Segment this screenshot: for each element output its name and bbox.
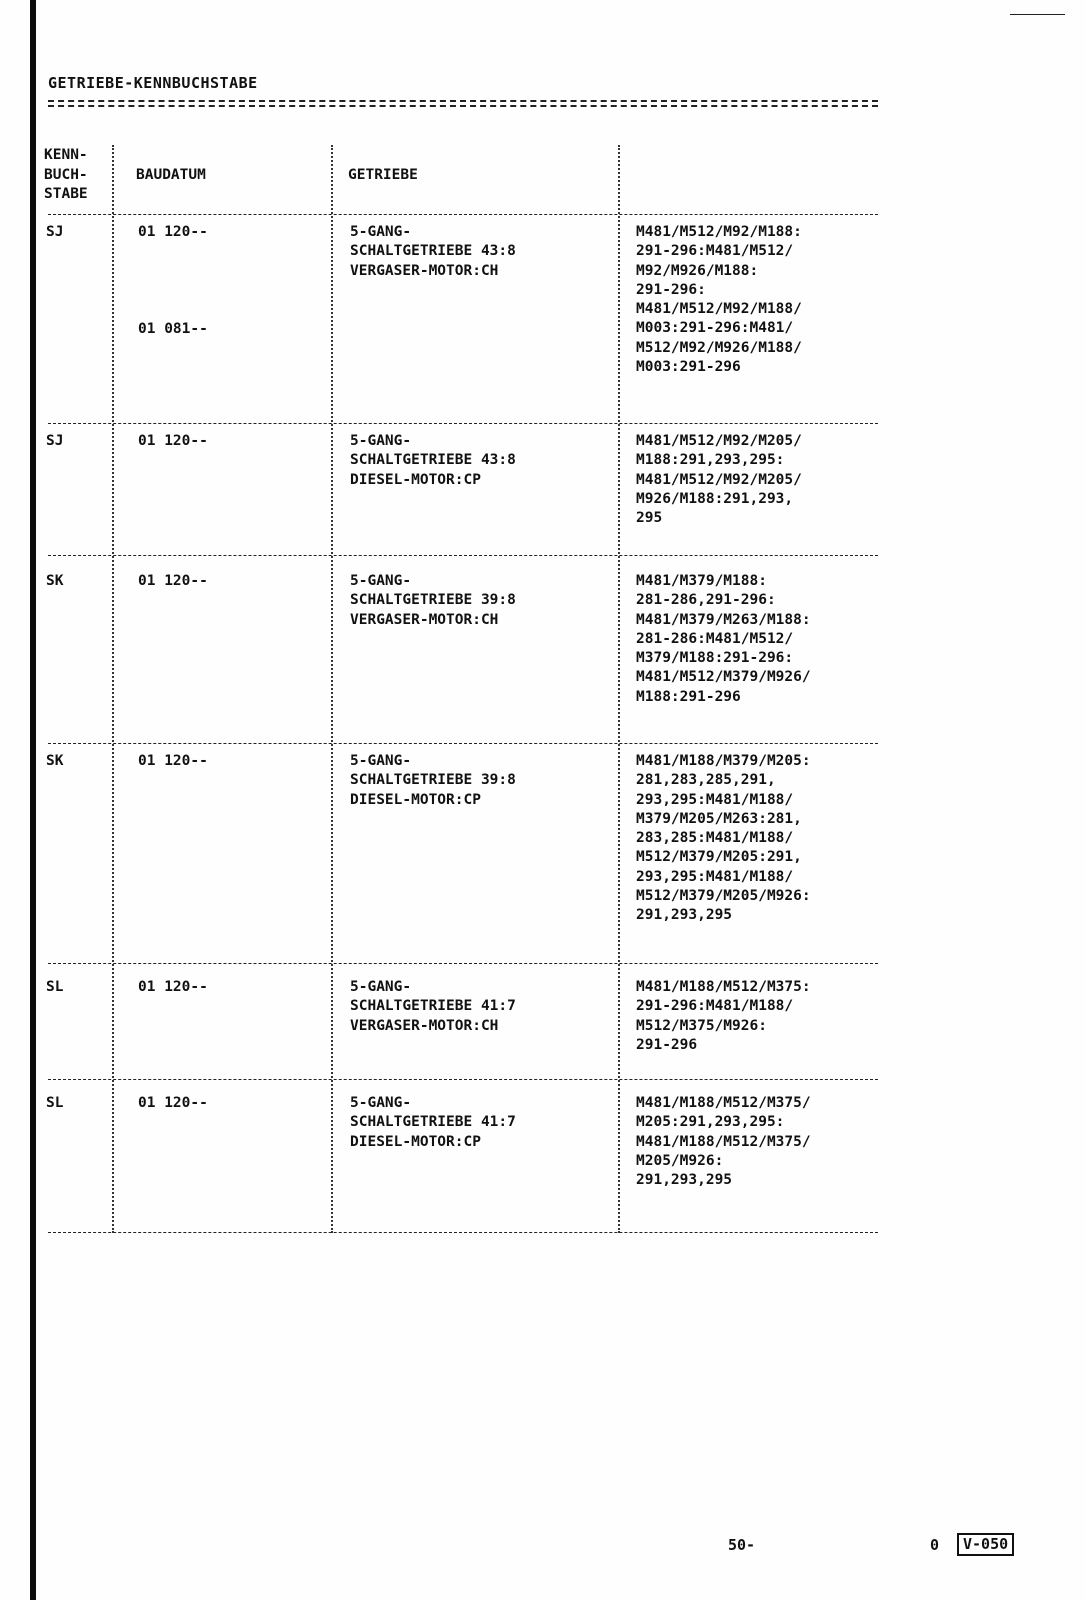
- row-6-date-1: 01 120--: [138, 1095, 208, 1111]
- footer-zero: 0: [930, 1536, 940, 1554]
- title-underline-2: [48, 105, 878, 107]
- header-kennbuchstabe: KENN- BUCH- STABE: [44, 147, 88, 202]
- row-2-getriebe: 5-GANG- SCHALTGETRIEBE 43:8 DIESEL-MOTOR:CP: [350, 433, 516, 488]
- row-3-code: SK: [46, 573, 64, 589]
- header-getriebe: GETRIEBE: [348, 167, 418, 183]
- left-binding-edge: [30, 0, 36, 1600]
- header-baudatum: BAUDATUM: [136, 167, 206, 183]
- top-right-rule: [1010, 14, 1065, 15]
- row-1-code: SJ: [46, 224, 64, 240]
- page-number: 50-: [728, 1536, 756, 1554]
- row-6-detail: M481/M188/M512/M375/ M205:291,293,295: M481/M188/M512/M375/ M205/M926: 291,293,295: [636, 1095, 811, 1189]
- row-divider: [48, 423, 878, 424]
- row-5-detail: M481/M188/M512/M375: 291-296:M481/M188/ M512/M375/M926: 291-296: [636, 979, 811, 1053]
- row-5-code: SL: [46, 979, 64, 995]
- document-title: GETRIEBE-KENNBUCHSTABE: [48, 74, 258, 92]
- row-3-date-1: 01 120--: [138, 573, 208, 589]
- row-divider: [48, 555, 878, 556]
- row-5-date-1: 01 120--: [138, 979, 208, 995]
- row-divider: [48, 1079, 878, 1080]
- row-4-detail: M481/M188/M379/M205: 281,283,285,291, 293,295:M481/M188/ M379/M205/M263:281, 283,285:M481/M188/ M512/M379/M205:291, 293,295:M481/M188/ M512/M379/M205/M926: 291,293,295: [636, 753, 811, 924]
- row-2-detail: M481/M512/M92/M205/ M188:291,293,295: M481/M512/M92/M205/ M926/M188:291,293, 295: [636, 433, 802, 527]
- row-6-getriebe: 5-GANG- SCHALTGETRIEBE 41:7 DIESEL-MOTOR:CP: [350, 1095, 516, 1150]
- column-separator-1: [112, 145, 114, 1233]
- row-2-date-1: 01 120--: [138, 433, 208, 449]
- row-1-detail: M481/M512/M92/M188: 291-296:M481/M512/ M92/M926/M188: 291-296: M481/M512/M92/M188/ M003:291-296:M481/ M512/M92/M926/M188/ M003:291-296: [636, 224, 802, 376]
- row-4-getriebe: 5-GANG- SCHALTGETRIEBE 39:8 DIESEL-MOTOR:CP: [350, 753, 516, 808]
- row-4-date-1: 01 120--: [138, 753, 208, 769]
- column-separator-2: [331, 145, 333, 1233]
- row-1-getriebe: 5-GANG- SCHALTGETRIEBE 43:8 VERGASER-MOTOR:CH: [350, 224, 516, 279]
- row-2-code: SJ: [46, 433, 64, 449]
- row-5-getriebe: 5-GANG- SCHALTGETRIEBE 41:7 VERGASER-MOTOR:CH: [350, 979, 516, 1034]
- column-separator-3: [618, 145, 620, 1233]
- row-divider: [48, 743, 878, 744]
- row-1-date-1: 01 120--: [138, 224, 208, 240]
- row-1-date-2: 01 081--: [138, 321, 208, 337]
- document-code-box: V-050: [957, 1533, 1014, 1556]
- row-divider: [48, 963, 878, 964]
- title-underline: [48, 100, 878, 102]
- row-divider: [48, 1232, 878, 1233]
- row-3-detail: M481/M379/M188: 281-286,291-296: M481/M379/M263/M188: 281-286:M481/M512/ M379/M188:291-296: M481/M512/M379/M926/ M188:291-296: [636, 573, 811, 705]
- row-6-code: SL: [46, 1095, 64, 1111]
- row-4-code: SK: [46, 753, 64, 769]
- row-3-getriebe: 5-GANG- SCHALTGETRIEBE 39:8 VERGASER-MOTOR:CH: [350, 573, 516, 628]
- row-divider: [48, 214, 878, 215]
